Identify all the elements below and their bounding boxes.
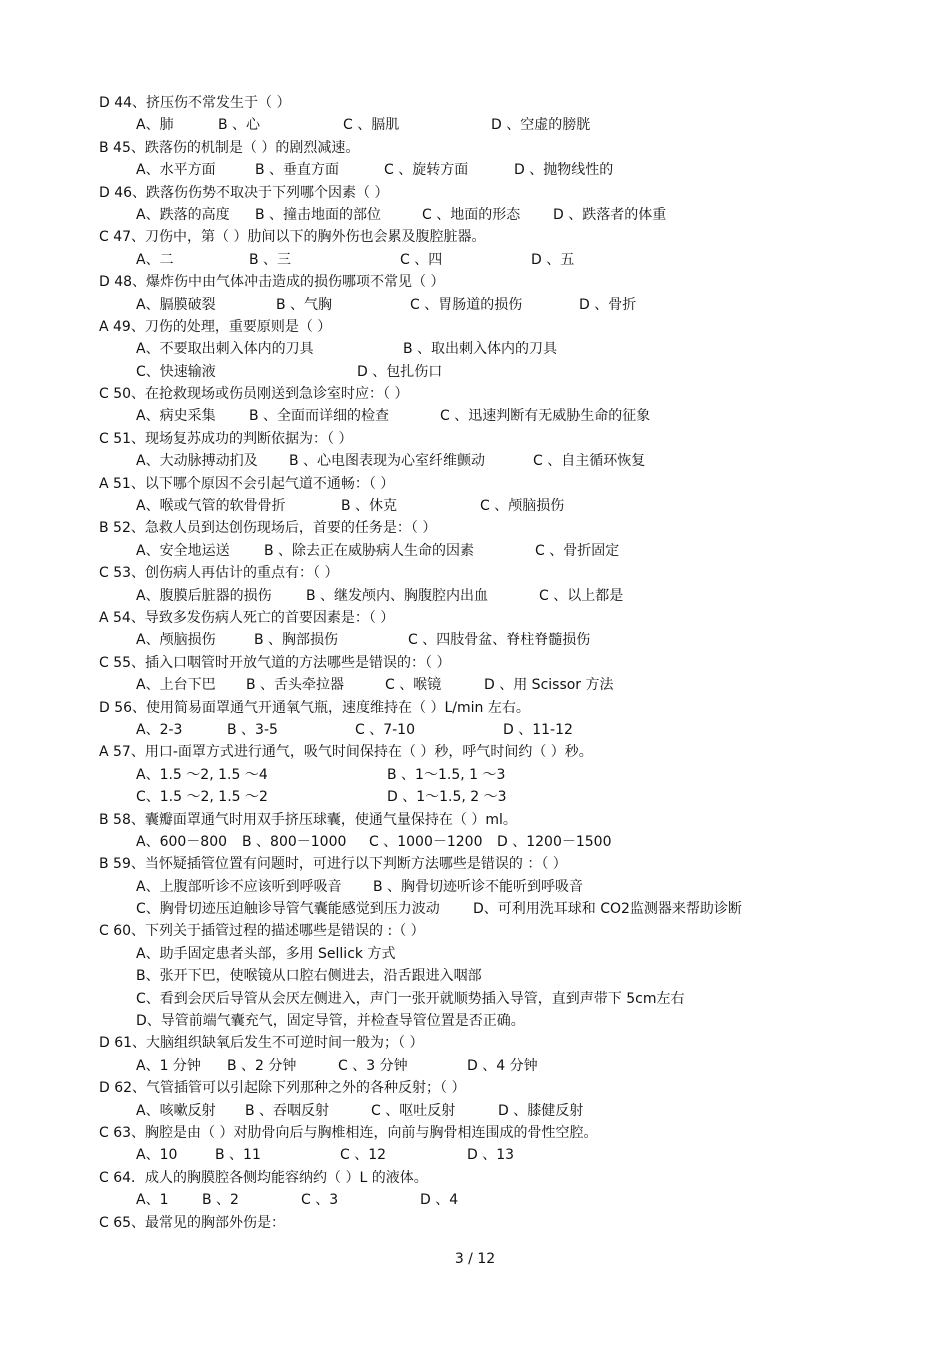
question-line: C 53、创伤病人再估计的重点有：（ ） [99, 565, 339, 582]
question-line: A 54、导致多发伤病人死亡的首要因素是：（ ） [99, 609, 395, 626]
options-line [0, 831, 950, 853]
question-line: A 57、用口-面罩方式进行通气，吸气时间保持在（ ）秒，呼气时间约（ ）秒。 [99, 744, 593, 761]
option-text: A、10 [136, 1147, 178, 1164]
option-text: B 、3-5 [227, 721, 278, 738]
option-text: A、肺 [136, 117, 174, 134]
option-text: C 、1000－1200 [369, 833, 483, 850]
option-text: B 、胸部损伤 [254, 632, 339, 649]
option-text: A、1 分钟 [136, 1057, 201, 1074]
option-text: D 、空虚的膀胱 [491, 117, 591, 134]
option-text: B 、心 [218, 117, 261, 134]
option-text: C、1.5 ～2, 1.5 ～2 [136, 789, 268, 806]
option-text: A、安全地运送 [136, 542, 230, 559]
option-text: C 、旋转方面 [384, 162, 469, 179]
question-line: B 45、跌落伤的机制是（ ）的剧烈减速。 [99, 139, 360, 156]
option-text: A、大动脉搏动扪及 [136, 453, 258, 470]
option-text: D 、4 分钟 [467, 1057, 538, 1074]
option-text: C 、骨折固定 [535, 542, 620, 559]
option-text: D 、五 [531, 251, 575, 268]
question-line: A 51、以下哪个原因不会引起气道不通畅：（ ） [99, 475, 395, 492]
option-text: A、腹膜后脏器的损伤 [136, 587, 272, 604]
option-text: A、喉或气管的软骨骨折 [136, 498, 286, 515]
option-text: D 、膝健反射 [498, 1102, 584, 1119]
options-line [0, 585, 950, 607]
option-text: B 、撞击地面的部位 [255, 206, 382, 223]
option-text: A、600－800 [136, 833, 228, 850]
question-line: C 50、在抢救现场或伤员刚送到急诊室时应：（ ） [99, 386, 409, 403]
options-line [0, 629, 950, 651]
question-line: D 61、大脑组织缺氧后发生不可逆时间一般为；（ ） [99, 1035, 424, 1052]
options-line [0, 1010, 950, 1032]
option-text: B 、胸骨切迹听诊不能听到呼吸音 [373, 878, 584, 895]
option-text: C 、3 分钟 [338, 1057, 408, 1074]
options-line [0, 159, 950, 181]
option-text: C 、呕吐反射 [371, 1102, 456, 1119]
option-text: D 、包扎伤口 [357, 363, 443, 380]
question-line: C 51、现场复苏成功的判断依据为：（ ） [99, 430, 353, 447]
option-text: C 、12 [340, 1147, 387, 1164]
option-text: A、咳嗽反射 [136, 1102, 216, 1119]
option-text: A、二 [136, 251, 174, 268]
option-text: A、助手固定患者头部，多用 Sellick 方式 [136, 945, 396, 962]
option-text: B 、心电图表现为心室纤维颤动 [289, 453, 486, 470]
options-line [0, 294, 950, 316]
option-text: A、上腹部听诊不应该听到呼吸音 [136, 878, 342, 895]
question-line: D 46、跌落伤伤势不取决于下列哪个因素（ ） [99, 184, 389, 201]
question-line: D 62、气管插管可以引起除下列那种之外的各种反射；（ ） [99, 1080, 466, 1097]
option-text: D 、用 Scissor 方法 [484, 677, 614, 694]
option-text: A、1.5 ～2, 1.5 ～4 [136, 766, 268, 783]
option-text: B 、800－1000 [242, 833, 347, 850]
option-text: D 、抛物线性的 [514, 162, 614, 179]
option-text: D 、1200－1500 [497, 833, 612, 850]
question-line: A 49、刀伤的处理，重要原则是（ ） [99, 318, 332, 335]
option-text: B 、取出刺入体内的刀具 [403, 341, 558, 358]
options-line [0, 898, 950, 920]
option-text: B 、2 分钟 [227, 1057, 297, 1074]
option-text: A、水平方面 [136, 162, 216, 179]
options-line [0, 674, 950, 696]
question-line: C 47、刀伤中，第（ ）肋间以下的胸外伤也会累及腹腔脏器。 [99, 229, 486, 246]
question-line: C 55、插入口咽管时开放气道的方法哪些是错误的：（ ） [99, 654, 451, 671]
question-line: C 65、最常见的胸部外伤是： [99, 1214, 286, 1231]
option-text: A、颅脑损伤 [136, 632, 216, 649]
option-text: C 、7-10 [355, 721, 415, 738]
option-text: C 、四肢骨盆、脊柱脊髓损伤 [408, 632, 591, 649]
option-text: C 、地面的形态 [422, 206, 521, 223]
options-line [0, 1189, 950, 1211]
option-text: D 、13 [467, 1147, 515, 1164]
question-line: D 44、挤压伤不常发生于（ ） [99, 95, 291, 111]
options-line [0, 405, 950, 427]
options-line [0, 450, 950, 472]
option-text: A、2-3 [136, 721, 183, 738]
option-text: B 、气胸 [276, 296, 333, 313]
option-text: B 、除去正在威胁病人生命的因素 [264, 542, 475, 559]
option-text: C、快速输液 [136, 363, 216, 380]
option-text: A、病史采集 [136, 408, 216, 425]
question-line: B 59、当怀疑插管位置有问题时，可进行以下判断方法哪些是错误的 ：（ ） [99, 856, 567, 873]
option-text: D 、骨折 [579, 296, 637, 313]
option-text: B 、11 [215, 1147, 261, 1164]
options-line [0, 719, 950, 741]
option-text: B、张开下巴，使喉镜从口腔右侧进去，沿舌跟进入咽部 [136, 968, 482, 985]
option-text: C 、喉镜 [385, 677, 442, 694]
question-line: C 60、下列关于插管过程的描述哪些是错误的 :（ ） [99, 923, 425, 940]
option-text: B 、1～1.5, 1 ～3 [387, 766, 506, 783]
option-text: A、1 [136, 1192, 169, 1209]
option-text: D 、11-12 [503, 721, 573, 738]
option-text: B 、垂直方面 [255, 162, 340, 179]
option-text: D、导管前端气囊充气，固定导管，并检查导管位置是否正确。 [136, 1013, 525, 1030]
options-line [0, 1144, 950, 1166]
option-text: C、看到会厌后导管从会厌左侧进入，声门一张开就顺势插入导管，直到声带下 5cm左右 [136, 990, 685, 1007]
options-line [0, 876, 950, 898]
options-line [0, 338, 950, 360]
question-line: D 56、使用简易面罩通气开通氧气瓶，速度维持在（ ）L/min 左右。 [99, 699, 530, 716]
option-text: A、跌落的高度 [136, 206, 230, 223]
options-line [0, 540, 950, 562]
options-line [0, 204, 950, 226]
options-line [0, 114, 950, 136]
option-text: D 、4 [420, 1192, 459, 1209]
options-line [0, 764, 950, 786]
options-line [0, 249, 950, 271]
option-text: B 、三 [249, 251, 292, 268]
option-text: C 、自主循环恢复 [533, 453, 646, 470]
option-text: A、上台下巴 [136, 677, 216, 694]
option-text: D 、1～1.5, 2 ～3 [387, 789, 507, 806]
option-text: C 、迅速判断有无威胁生命的征象 [440, 408, 651, 425]
options-line [0, 965, 950, 987]
question-line: B 58、囊瓣面罩通气时用双手挤压球囊，使通气量保持在（ ）ml。 [99, 811, 517, 828]
option-text: B 、全面而详细的检查 [249, 408, 390, 425]
option-text: B 、吞咽反射 [245, 1102, 330, 1119]
option-text: C 、颅脑损伤 [480, 498, 565, 515]
option-text: B 、舌头牵拉器 [246, 677, 345, 694]
options-line [0, 495, 950, 517]
option-text: C 、3 [301, 1192, 339, 1209]
option-text: B 、2 [202, 1192, 239, 1209]
option-text: D、可利用洗耳球和 CO2监测器来帮助诊断 [473, 901, 742, 918]
option-text: A、不要取出刺入体内的刀具 [136, 341, 314, 358]
option-text: C 、胃肠道的损伤 [410, 296, 523, 313]
option-text: C、胸骨切迹压迫触诊导管气囊能感觉到压力波动 [136, 901, 440, 918]
question-line: C 64．成人的胸膜腔各侧均能容纳约（ ）L 的液体。 [99, 1169, 428, 1186]
options-line [0, 943, 950, 965]
options-line [0, 988, 950, 1010]
option-text: B 、继发颅内、胸腹腔内出血 [306, 587, 489, 604]
option-text: D 、跌落者的体重 [553, 206, 667, 223]
options-line [0, 1055, 950, 1077]
options-line [0, 786, 950, 808]
option-text: C 、四 [400, 251, 443, 268]
option-text: C 、膈肌 [343, 117, 400, 134]
page-number: 3 / 12 [454, 1251, 496, 1267]
options-line [0, 1100, 950, 1122]
question-list [0, 92, 950, 1234]
question-line: B 52、急救人员到达创伤现场后，首要的任务是：（ ） [99, 520, 437, 537]
question-line: D 48、爆炸伤中由气体冲击造成的损伤哪项不常见（ ） [99, 274, 445, 291]
options-line [0, 361, 950, 383]
option-text: C 、以上都是 [539, 587, 624, 604]
option-text: B 、休克 [341, 498, 398, 515]
option-text: A、膈膜破裂 [136, 296, 216, 313]
question-line: C 63、胸腔是由（ ）对肋骨向后与胸椎相连，向前与胸骨相连围成的骨性空腔。 [99, 1124, 598, 1141]
